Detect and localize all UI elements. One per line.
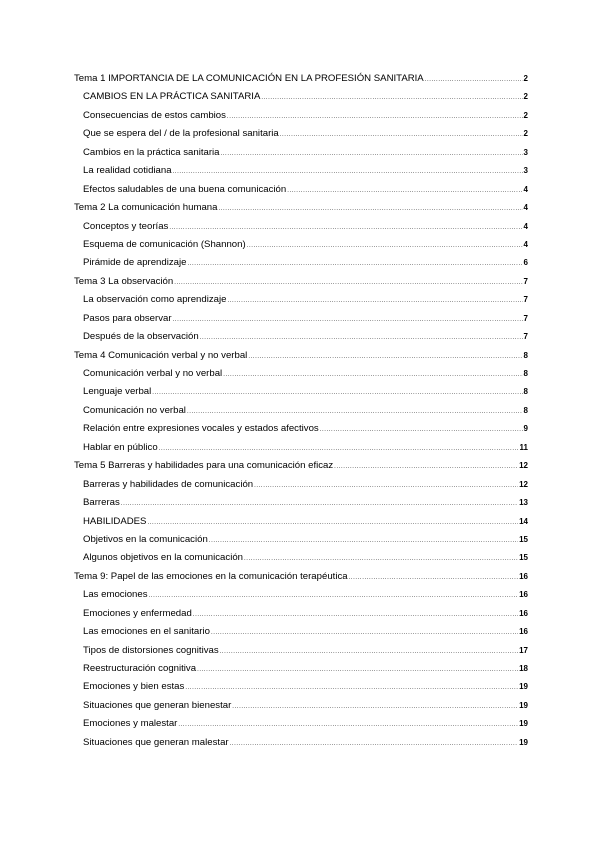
toc-page-number: 8 (523, 405, 528, 415)
toc-dot-leader (178, 716, 518, 734)
toc-page-number: 8 (523, 387, 528, 397)
toc-page-number: 6 (523, 258, 528, 268)
toc-dot-leader (220, 643, 518, 661)
toc-page-number: 7 (523, 295, 528, 305)
toc-page-number: 12 (519, 479, 528, 489)
toc-page-number: 16 (519, 608, 528, 618)
toc-page-number: 15 (519, 534, 528, 544)
toc-chapter-entry[interactable] (74, 347, 528, 365)
toc-dot-leader (121, 495, 518, 513)
toc-dot-leader (221, 145, 523, 163)
toc-page-number: 7 (523, 313, 528, 323)
toc-page-number: 4 (523, 203, 528, 213)
toc-entry-title: Tema 4 Comunicación verbal y no verbal (74, 349, 248, 361)
toc-dot-leader (254, 477, 518, 495)
toc-section-entry[interactable] (74, 420, 528, 438)
toc-dot-leader (248, 348, 522, 366)
toc-page-number: 3 (523, 166, 528, 176)
toc-entry-title: Tema 3 La observación (74, 275, 174, 287)
toc-entry-title: Hablar en público (83, 441, 158, 453)
toc-page-number: 7 (523, 276, 528, 286)
toc-dot-leader (280, 126, 523, 144)
toc-entry-title: La observación como aprendizaje (83, 294, 227, 306)
toc-dot-leader (244, 550, 518, 568)
toc-entry-title: Emociones y malestar (83, 718, 178, 730)
toc-page-number: 19 (519, 682, 528, 692)
toc-section-entry[interactable] (74, 439, 528, 457)
toc-entry-title: Reestructuración cognitiva (83, 663, 197, 674)
toc-section-entry[interactable] (74, 181, 528, 199)
toc-page-number: 16 (519, 571, 528, 581)
toc-section-entry[interactable] (74, 236, 528, 254)
toc-dot-leader (230, 735, 518, 753)
toc-page-number: 8 (523, 369, 528, 378)
toc-section-entry[interactable] (74, 144, 528, 162)
toc-section-entry[interactable] (74, 660, 528, 678)
toc-section-entry[interactable] (74, 402, 528, 420)
toc-section-entry[interactable] (74, 586, 528, 604)
toc-entry-title: HABILIDADES (83, 515, 147, 527)
toc-entry-title: Tema 2 La comunicación humana (74, 202, 218, 214)
toc-dot-leader (320, 421, 523, 439)
toc-dot-leader (187, 403, 523, 421)
toc-page-number: 14 (519, 516, 528, 526)
toc-chapter-entry[interactable] (74, 457, 528, 475)
toc-dot-leader (197, 661, 518, 679)
toc-chapter-entry[interactable] (74, 568, 528, 586)
toc-page-number: 2 (523, 129, 528, 139)
toc-section-entry[interactable] (74, 531, 528, 549)
toc-page-number: 9 (523, 424, 528, 434)
toc-page-number: 4 (523, 184, 528, 194)
toc-dot-leader (287, 182, 522, 200)
toc-page-number: 17 (519, 645, 528, 655)
toc-entry-title: Emociones y enfermedad (83, 607, 192, 619)
toc-entry-title: Comunicación verbal y no verbal (83, 368, 223, 379)
toc-dot-leader (227, 292, 522, 310)
toc-entry-title: Tema 9: Papel de las emociones en la comunicación terapéutica (74, 570, 348, 582)
toc-dot-leader (187, 255, 522, 273)
toc-page-number: 4 (523, 239, 528, 249)
toc-entry-title: Tipos de distorsiones cognitivas (83, 644, 219, 656)
toc-page-number: 18 (519, 664, 528, 673)
toc-entry-title: Objetivos en la comunicación (83, 533, 208, 545)
toc-dot-leader (185, 679, 518, 697)
toc-page-number: 4 (523, 221, 528, 231)
toc-page-number: 2 (523, 74, 528, 83)
toc-entry-title: Conceptos y teorías (83, 220, 169, 232)
toc-dot-leader (159, 440, 519, 458)
toc-page-number: 16 (519, 627, 528, 637)
toc-page-number: 3 (523, 147, 528, 157)
toc-chapter-entry[interactable] (74, 199, 528, 217)
toc-page-number: 7 (523, 332, 528, 342)
toc-section-entry[interactable] (74, 605, 528, 623)
toc-section-entry[interactable] (74, 734, 528, 752)
toc-page-number: 19 (519, 719, 528, 729)
toc-dot-leader (169, 219, 522, 237)
toc-section-entry[interactable] (74, 678, 528, 696)
toc-section-entry[interactable] (74, 88, 528, 106)
toc-dot-leader (218, 200, 522, 218)
toc-dot-leader (247, 237, 523, 255)
toc-entry-title: Algunos objetivos en la comunicación (83, 552, 243, 564)
toc-dot-leader (425, 71, 523, 89)
toc-entry-title: Pirámide de aprendizaje (83, 257, 187, 269)
toc-entry-title: Situaciones que generan malestar (83, 736, 229, 748)
toc-chapter-entry[interactable] (74, 70, 528, 88)
toc-section-entry[interactable] (74, 697, 528, 715)
toc-entry-title: Tema 5 Barreras y habilidades para una comunicación eficaz (74, 460, 334, 472)
toc-page-number: 2 (523, 92, 528, 102)
toc-entry-title: La realidad cotidiana (83, 165, 172, 177)
toc-entry-title: Que se espera del / de la profesional sanitaria (83, 128, 279, 140)
toc-entry-title: Las emociones (83, 589, 148, 601)
toc-entry-title: Barreras y habilidades de comunicación (83, 478, 254, 490)
toc-page-number: 8 (523, 350, 528, 360)
toc-entry-title: Esquema de comunicación (Shannon) (83, 238, 246, 250)
toc-entry-title: Situaciones que generan bienestar (83, 699, 232, 711)
toc-dot-leader (227, 108, 523, 126)
toc-page-number: 19 (519, 737, 528, 747)
toc-page-number: 15 (519, 553, 528, 563)
toc-section-entry[interactable] (74, 494, 528, 512)
toc-section-entry[interactable] (74, 513, 528, 531)
toc-dot-leader (193, 606, 518, 624)
toc-entry-title: Después de la observación (83, 331, 199, 343)
toc-entry-title: Lenguaje verbal (83, 386, 152, 398)
toc-dot-leader (149, 587, 519, 605)
toc-dot-leader (334, 458, 518, 476)
toc-entry-title: Tema 1 IMPORTANCIA DE LA COMUNICACIÓN EN LA PROFESIÓN SANITARIA (74, 73, 424, 84)
toc-dot-leader (223, 366, 522, 384)
toc-entry-title: Cambios en la práctica sanitaria (83, 146, 220, 158)
toc-section-entry[interactable] (74, 476, 528, 494)
toc-section-entry[interactable] (74, 549, 528, 567)
toc-entry-title: CAMBIOS EN LA PRÁCTICA SANITARIA (83, 91, 261, 103)
table-of-contents (74, 70, 528, 752)
toc-entry-title: Comunicación no verbal (83, 404, 186, 416)
toc-page-number: 19 (519, 700, 528, 710)
toc-section-entry[interactable] (74, 125, 528, 143)
toc-section-entry[interactable] (74, 383, 528, 401)
toc-section-entry[interactable] (74, 162, 528, 180)
toc-dot-leader (152, 384, 522, 402)
toc-chapter-entry[interactable] (74, 273, 528, 291)
toc-section-entry[interactable] (74, 218, 528, 236)
toc-page-number: 13 (519, 498, 528, 508)
toc-dot-leader (349, 569, 519, 587)
toc-dot-leader (200, 329, 523, 347)
toc-dot-leader (173, 311, 523, 329)
toc-section-entry[interactable] (74, 642, 528, 660)
toc-dot-leader (232, 698, 518, 716)
toc-dot-leader (174, 274, 522, 292)
toc-section-entry[interactable] (74, 715, 528, 733)
toc-dot-leader (209, 532, 518, 550)
toc-entry-title: Las emociones en el sanitario (83, 626, 210, 638)
toc-entry-title: Efectos saludables de una buena comunicación (83, 183, 287, 195)
toc-dot-leader (173, 163, 523, 181)
toc-dot-leader (147, 514, 518, 532)
toc-section-entry[interactable] (74, 623, 528, 641)
toc-entry-title: Barreras (83, 497, 120, 509)
toc-section-entry[interactable] (74, 107, 528, 125)
toc-section-entry[interactable] (74, 328, 528, 346)
toc-page-number: 16 (519, 590, 528, 600)
toc-page-number: 11 (519, 442, 528, 452)
toc-section-entry[interactable] (74, 291, 528, 309)
toc-entry-title: Emociones y bien estas (83, 681, 185, 693)
toc-page-number: 12 (519, 461, 528, 471)
toc-entry-title: Relación entre expresiones vocales y estados afectivos (83, 423, 319, 435)
toc-section-entry[interactable] (74, 254, 528, 272)
toc-dot-leader (261, 89, 522, 107)
toc-section-entry[interactable] (74, 310, 528, 328)
toc-entry-title: Consecuencias de estos cambios (83, 109, 226, 121)
toc-section-entry[interactable] (74, 365, 528, 383)
toc-dot-leader (211, 624, 518, 642)
toc-entry-title: Pasos para observar (83, 312, 172, 324)
toc-page-number: 2 (523, 110, 528, 120)
